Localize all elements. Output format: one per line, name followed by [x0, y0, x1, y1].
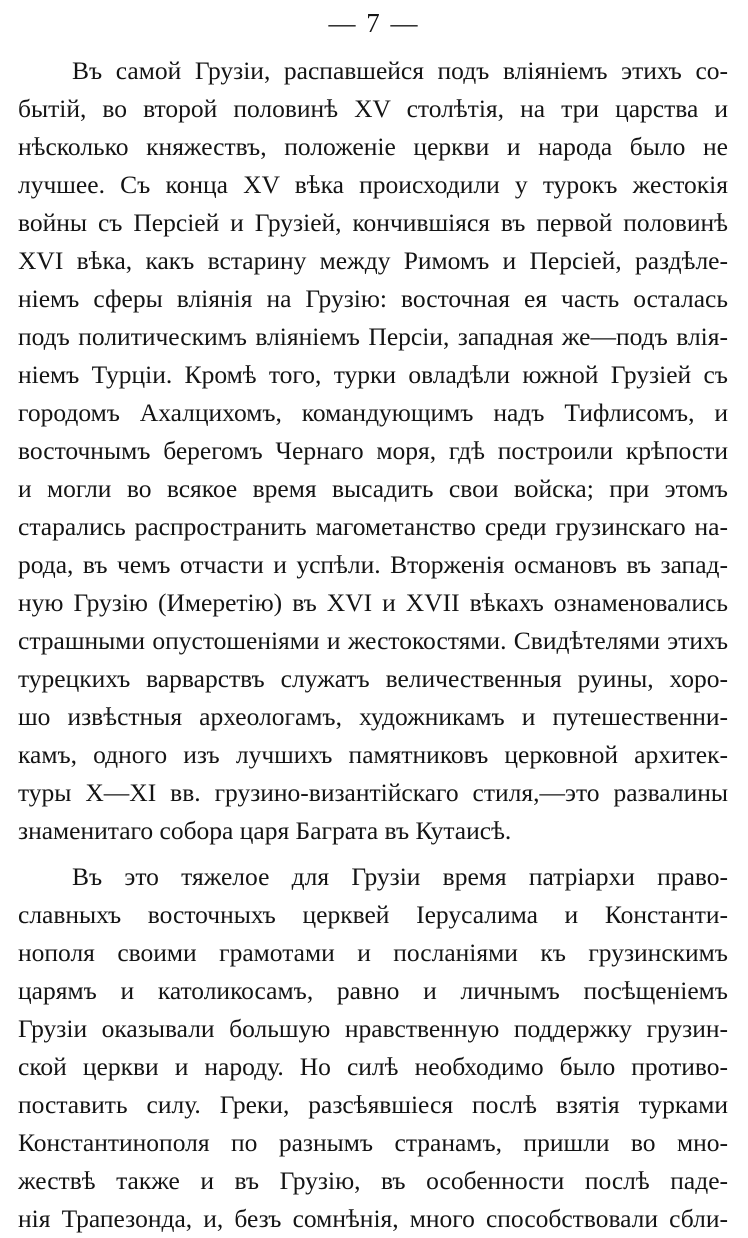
- text-line: страшными опустошеніями и жестокостями. Свидѣтелями этихъ: [18, 626, 728, 655]
- text-line: войны съ Персіей и Грузіей, кончившіяся въ первой половинѣ: [18, 208, 728, 237]
- text-line: Въ это тяжелое для Грузіи время патріархи право-: [72, 862, 728, 891]
- page-number: — 7 —: [328, 8, 420, 38]
- text-line: царямъ и католикосамъ, равно и личнымъ посѣщеніемъ: [18, 976, 728, 1005]
- text-line: бытій, во второй половинѣ XV столѣтія, на три царства и: [18, 94, 728, 123]
- text-line: поставить силу. Греки, разсѣявшіеся послѣ взятія турками: [18, 1090, 728, 1119]
- text-line: Въ самой Грузіи, распавшейся подъ вліяніемъ этихъ со-: [72, 56, 728, 85]
- text-line: и могли во всякое время высадить свои войска; при этомъ: [18, 474, 728, 503]
- text-line: XVI вѣка, какъ встарину между Римомъ и Персіей, раздѣле-: [18, 246, 728, 275]
- text-line: камъ, одного изъ лучшихъ памятниковъ церковной архитек-: [18, 740, 728, 769]
- text-line: Грузіи оказывали большую нравственную поддержку грузин-: [18, 1014, 728, 1043]
- text-line: нѣсколько княжествъ, положеніе церкви и народа было не: [18, 132, 728, 161]
- text-line: ніемъ сферы вліянія на Грузію: восточная ея часть осталась: [18, 284, 728, 313]
- text-line: ніемъ Турціи. Кромѣ того, турки овладѣли южной Грузіей съ: [18, 360, 728, 389]
- text-line: туры X—XI вв. грузино-византійскаго стиля,—это развалины: [18, 778, 728, 807]
- text-line: лучшее. Съ конца XV вѣка происходили у турокъ жестокія: [18, 170, 728, 199]
- text-line: славныхъ восточныхъ церквей Іерусалима и Константи-: [18, 900, 728, 929]
- text-line: знаменитаго собора царя Баграта въ Кутаисѣ.: [18, 816, 512, 845]
- text-line: ской церкви и народу. Но силѣ необходимо было противо-: [18, 1052, 728, 1081]
- text-line: Константинополя по разнымъ странамъ, пришли во мно-: [18, 1128, 728, 1157]
- text-line: ную Грузію (Имеретію) въ XVI и XVII вѣкахъ ознаменовались: [18, 588, 728, 617]
- text-line: нополя своими грамотами и посланіями къ грузинскимъ: [18, 938, 728, 967]
- text-line: городомъ Ахалцихомъ, командующимъ надъ Тифлисомъ, и: [18, 398, 728, 427]
- text-line: рода, въ чемъ отчасти и успѣли. Вторженія османовъ въ запад-: [18, 550, 728, 579]
- text-line: турецкихъ варварствъ служатъ величественныя руины, хоро-: [18, 664, 728, 693]
- text-line: шо извѣстныя археологамъ, художникамъ и путешественни-: [18, 702, 728, 731]
- text-line: старались распространить магометанство среди грузинскаго на-: [18, 512, 728, 541]
- text-line: подъ политическимъ вліяніемъ Персіи, западная же—подъ влія-: [18, 322, 728, 351]
- text-line: восточнымъ берегомъ Чернаго моря, гдѣ построили крѣпости: [18, 436, 728, 465]
- text-line: нія Трапезонда, и, безъ сомнѣнія, много способствовали сбли-: [18, 1204, 728, 1233]
- text-line: жествѣ также и въ Грузію, въ особенности послѣ паде-: [18, 1166, 728, 1195]
